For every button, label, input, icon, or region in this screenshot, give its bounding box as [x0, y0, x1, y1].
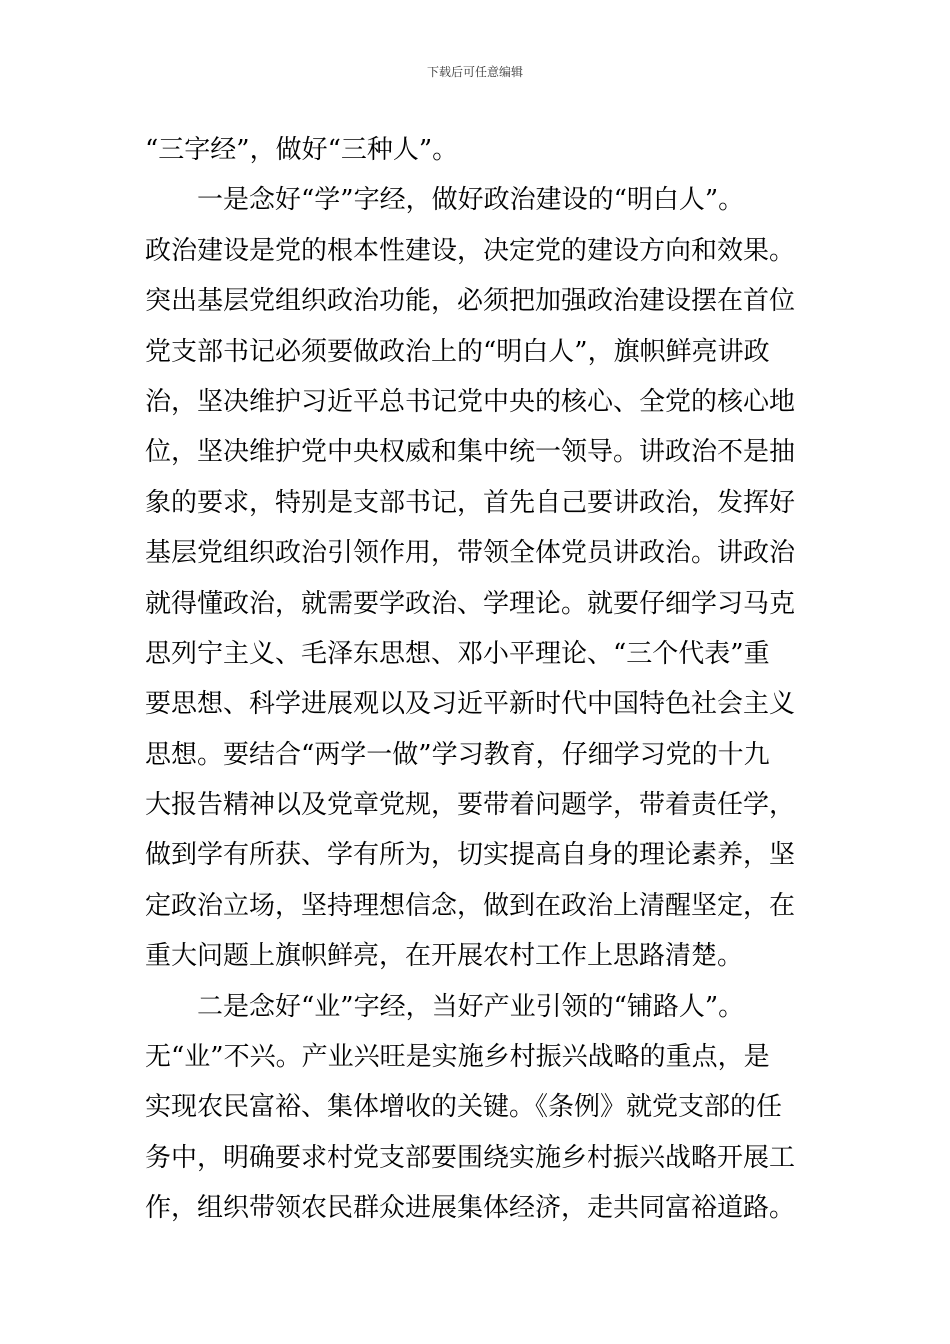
text-line: 就得懂政治，就需要学政治、学理论。就要仔细学习马克	[145, 588, 796, 619]
text-line: 党支部书记必须要做政治上的“明白人”，旗帜鲜亮讲政	[145, 336, 770, 367]
text-line: 实现农民富裕、集体增收的关键。《条例》就党支部的任	[145, 1092, 783, 1123]
text-line: 治，坚决维护习近平总书记党中央的核心、全党的核心地	[145, 386, 796, 417]
text-line: 大报告精神以及党章党规，要带着问题学，带着责任学，	[145, 790, 796, 821]
text-line: “三字经”，做好“三种人”。	[145, 135, 459, 165]
text-line: 做到学有所获、学有所为，切实提高自身的理论素养，坚	[145, 840, 796, 871]
text-line: 象的要求，特别是支部书记，首先自己要讲政治，发挥好	[145, 487, 796, 518]
text-line: 务中，明确要求村党支部要围绕实施乡村振兴战略开展工	[145, 1142, 796, 1173]
text-line: 一是念好“学”字经，做好政治建设的“明白人”。	[145, 185, 745, 216]
text-line: 重大问题上旗帜鲜亮，在开展农村工作上思路清楚。	[145, 941, 744, 972]
document-body	[145, 125, 805, 1234]
text-line: 政治建设是党的根本性建设，决定党的建设方向和效果。	[145, 235, 796, 266]
text-line: 无“业”不兴。产业兴旺是实施乡村振兴战略的重点，是	[145, 1042, 770, 1073]
text-line: 思列宁主义、毛泽东思想、邓小平理论、“三个代表”重	[145, 638, 770, 669]
text-line: 突出基层党组织政治功能，必须把加强政治建设摆在首位	[145, 286, 796, 317]
text-line: 定政治立场，坚持理想信念，做到在政治上清醒坚定，在	[145, 890, 796, 921]
text-line: 二是念好“业”字经，当好产业引领的“铺路人”。	[145, 991, 745, 1022]
text-line: 要思想、科学进展观以及习近平新时代中国特色社会主义	[145, 689, 796, 720]
text-line: 思想。要结合“两学一做”学习教育，仔细学习党的十九	[145, 739, 770, 770]
text-line: 位，坚决维护党中央权威和集中统一领导。讲政治不是抽	[145, 437, 796, 468]
text-line: 基层党组织政治引领作用，带领全体党员讲政治。讲政治	[145, 538, 796, 569]
text-line: 作，组织带领农民群众进展集体经济，走共同富裕道路。	[145, 1193, 796, 1224]
page-header-note: 下载后可任意编辑	[426, 65, 523, 79]
